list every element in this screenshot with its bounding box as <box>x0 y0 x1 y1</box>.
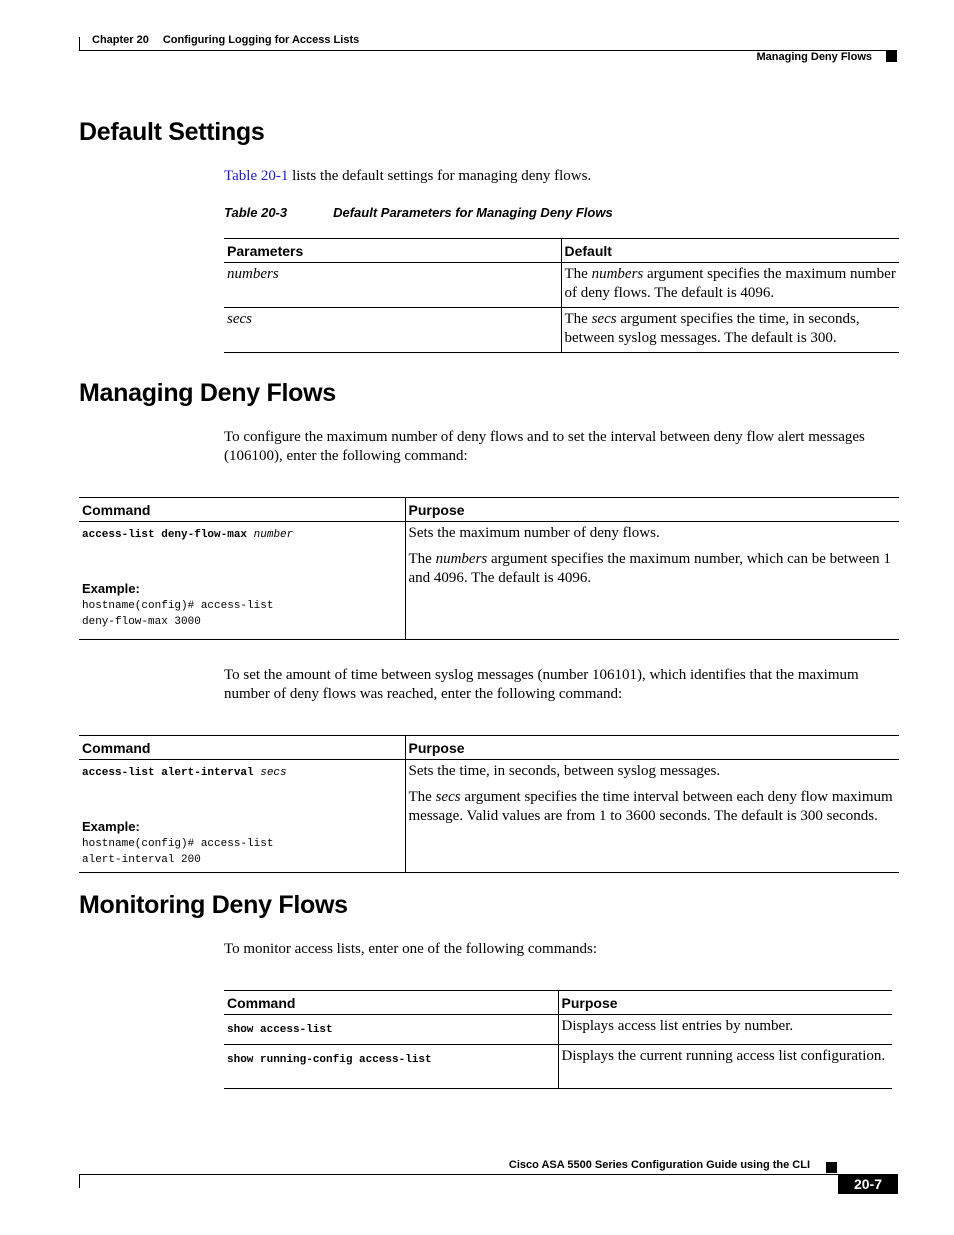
example-code-line: deny-flow-max 3000 <box>82 616 201 628</box>
managing-intro-2: To set the amount of time between syslog messages (number 106101), which identifies that the maximum number of deny flows was reached, enter the following command: <box>224 667 859 702</box>
intro-text: lists the default settings for managing deny flows. <box>288 168 592 184</box>
table-header-row <box>79 736 899 760</box>
default-parameters-table <box>224 238 899 353</box>
table-header-row <box>79 498 899 522</box>
table-row <box>224 1045 892 1089</box>
caption-number: Table 20-3 <box>224 205 288 220</box>
alert-interval-command-table <box>79 735 899 873</box>
example-label: Example: <box>82 581 140 596</box>
example-label: Example: <box>82 819 140 834</box>
col-default: Default <box>561 239 899 263</box>
param-name: secs <box>224 308 561 353</box>
heading-monitoring-deny-flows: Monitoring Deny Flows <box>79 891 348 919</box>
footer-marker <box>826 1162 837 1173</box>
purpose-cell <box>405 760 899 873</box>
example-code-line: hostname(config)# access-list <box>82 838 274 850</box>
col-command: Command <box>79 498 405 522</box>
chapter-label: Chapter 20 <box>92 34 149 46</box>
purpose-cell <box>405 522 899 640</box>
table-header-row <box>224 991 892 1015</box>
command-cell <box>79 760 405 873</box>
param-name: numbers <box>224 263 561 308</box>
command-cell: show running-config access-list <box>224 1045 558 1089</box>
col-command: Command <box>224 991 558 1015</box>
caption-title: Default Parameters for Managing Deny Flows <box>333 205 613 220</box>
running-header-chapter <box>92 34 359 46</box>
param-default: The numbers argument specifies the maximum number of deny flows. The default is 4096. <box>561 263 899 308</box>
table-row <box>224 1015 892 1045</box>
header-marker <box>886 51 897 62</box>
col-command: Command <box>79 736 405 760</box>
managing-intro: To configure the maximum number of deny flows and to set the interval between deny flow alert messages (106100), enter the following command: <box>224 429 865 464</box>
heading-default-settings: Default Settings <box>79 118 265 146</box>
param-default: The secs argument specifies the time, in seconds, between syslog messages. The default is 300. <box>561 308 899 353</box>
col-purpose: Purpose <box>405 498 899 522</box>
purpose-cell: Displays the current running access list configuration. <box>558 1045 892 1089</box>
chapter-title: Configuring Logging for Access Lists <box>162 34 360 46</box>
running-header-section: Managing Deny Flows <box>756 51 872 63</box>
footer-guide-title: Cisco ASA 5500 Series Configuration Guide using the CLI <box>508 1159 810 1171</box>
command-cell: show access-list <box>224 1015 558 1045</box>
header-left-bar <box>79 37 80 51</box>
purpose-detail: The numbers argument specifies the maximum number, which can be between 1 and 4096. The default is 4096. <box>408 551 891 586</box>
col-purpose: Purpose <box>558 991 892 1015</box>
purpose-text: Sets the maximum number of deny flows. <box>408 525 660 541</box>
page-number: 20-7 <box>838 1174 898 1194</box>
col-purpose: Purpose <box>405 736 899 760</box>
footer-rule <box>79 1174 838 1175</box>
col-parameters: Parameters <box>224 239 561 263</box>
table-caption <box>224 205 613 220</box>
table-row <box>224 263 899 308</box>
monitoring-command-table <box>224 990 892 1089</box>
table-row <box>79 522 899 640</box>
purpose-detail: The secs argument specifies the time interval between each deny flow maximum message. Valid values are from 1 to 3600 seconds. The default is 300 seconds. <box>408 789 893 824</box>
purpose-text: Sets the time, in seconds, between syslog messages. <box>408 763 721 779</box>
footer-left-bar <box>79 1175 80 1188</box>
command-syntax: access-list deny-flow-max number <box>82 529 294 541</box>
example-code-line: hostname(config)# access-list <box>82 600 274 612</box>
example-code-line: alert-interval 200 <box>82 854 201 866</box>
table-link[interactable]: Table 20-1 <box>224 168 289 184</box>
deny-flow-max-command-table <box>79 497 899 640</box>
table-header-row <box>224 239 899 263</box>
heading-managing-deny-flows: Managing Deny Flows <box>79 379 336 407</box>
command-syntax: access-list alert-interval secs <box>82 767 287 779</box>
monitoring-intro: To monitor access lists, enter one of the following commands: <box>224 941 598 957</box>
table-row <box>224 308 899 353</box>
command-cell <box>79 522 405 640</box>
purpose-cell: Displays access list entries by number. <box>558 1015 892 1045</box>
default-settings-intro <box>224 167 874 186</box>
table-row <box>79 760 899 873</box>
